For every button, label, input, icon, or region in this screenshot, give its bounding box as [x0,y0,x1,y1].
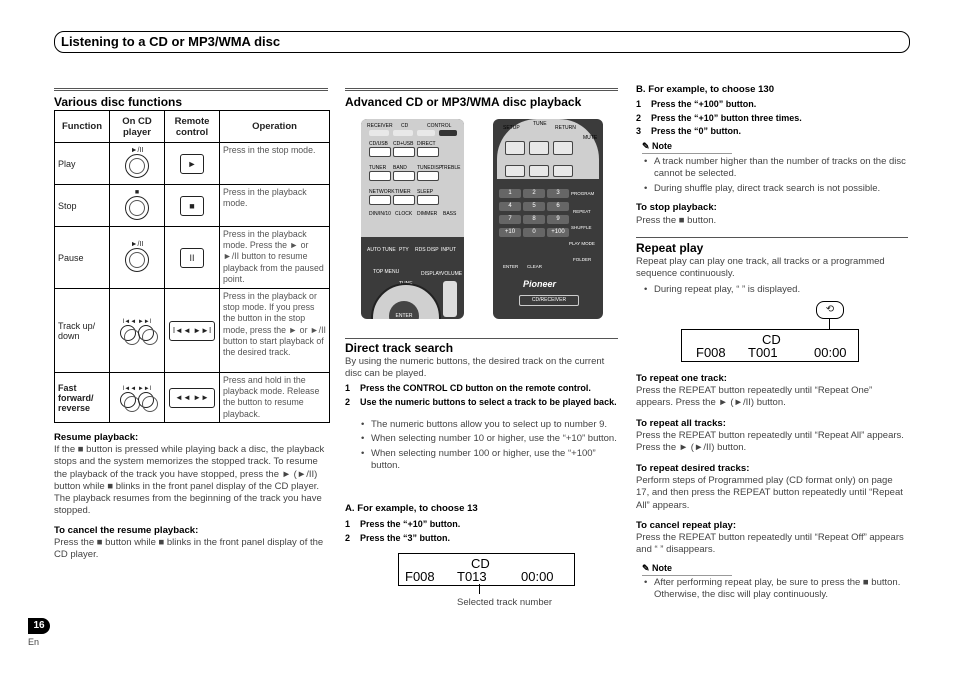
function-name: Play [55,143,110,185]
key-plus100: +100 [547,228,569,237]
operation-text: Press in the playback or stop mode. If you press the button in the stop mode, press the ► or ►/II button to start playback of the desired track. [220,289,330,373]
step-text: Press the CONTROL CD button on the remote control. [360,383,591,393]
remote-label: PTY [399,247,409,253]
note-list [640,156,910,195]
remote-label: VOLUME [441,271,463,277]
language-label: En [28,637,40,647]
remote-label: PLAY MODE [569,241,595,246]
cancel-repeat-text: Press the REPEAT button repeatedly until “Repeat Off” appears and “ ” disappears. [636,532,904,556]
example-a-title: A. For example, to choose 13 [345,503,478,514]
note-icon: ✎ [642,141,653,151]
note-item: • During shuffle play, direct track search is not possible. [640,183,910,195]
step-text: Press the “+10” button three times. [651,112,802,123]
step-item: 1 Press the CONTROL CD button on the remote control. [345,383,591,393]
fast-forward-knob-icon [138,392,154,408]
step-text: Press the “+10” button. [360,519,461,529]
key-8: 8 [523,215,545,224]
skip-back-knob-icon [120,325,136,341]
lcd-display [681,329,859,362]
function-name: Stop [55,185,110,227]
remote-label: MUTE [583,135,598,141]
repeat-heading: Repeat play [636,241,704,255]
operation-text: Press in the stop mode. [220,143,330,185]
play-pause-knob-icon [125,248,149,272]
play-icon: ► [180,154,204,174]
remote-label: TUNE [533,121,547,127]
section-rule [636,237,908,238]
remote-label: TIMER [395,189,411,195]
note-item: • After performing repeat play, be sure to press the ■ button. Otherwise, the disc will play continuously. [640,577,908,602]
remote-label: BASS [443,211,457,217]
remote-label: PROGRAM [571,191,595,196]
step-text: Press the “0” button. [651,126,742,136]
brand-logo: Pioneer [523,279,557,289]
page-number: 16 [28,618,50,634]
repeat-icon: ⟲ [816,301,844,319]
cd-button-label: I◄◄ ►►I [122,385,152,392]
direct-intro: By using the numeric buttons, the desired track on the current disc can be played. [345,356,605,380]
repeat-desired-text: Perform steps of Programmed play (CD format only) on page 17, and then press the REPEAT button repeatedly until “Repeat All” appears. [636,475,903,511]
operation-text: Press in the playback mode. Press the ► or ►/II button to resume playback from the paused point. [220,227,330,289]
key-plus10: +10 [499,228,521,237]
lcd-display [398,553,575,586]
function-name: Track up/ down [55,289,110,373]
remote-label: FOLDER [573,257,592,262]
lcd-time: 00:00 [814,345,847,360]
direct-search-heading: Direct track search [345,341,454,355]
remote-label: TREBLE [441,165,461,171]
bullet-item: • When selecting number 10 or higher, use the “+10” button. [357,433,618,445]
repeat-bullet [640,284,908,296]
play-pause-knob-icon [125,154,149,178]
lcd-time: 00:00 [521,569,554,584]
bullet-item: • During repeat play, “ ” is displayed. [640,284,908,296]
note-item: • A track number higher than the number of tracks on the disc cannot be selected. [640,156,910,181]
operation-text: Press in the playback mode. [220,185,330,227]
remote-label: AUTO TUNE [367,247,396,253]
cancel-resume-title: To cancel the resume playback: [54,525,199,536]
remote-label: DISPLAY [421,271,442,277]
remote-label: RDS DISP [415,247,439,253]
note-icon: ✎ [642,563,653,573]
operation-text: Press and hold in the playback mode. Release the button to resume playback. [220,373,330,423]
remote-control-image-bottom [493,119,603,319]
repeat-one-text: Press the REPEAT button repeatedly until “Repeat One” appears. Press the ► (►/II) button. [636,385,873,409]
lcd-track: T013 [457,569,487,584]
remote-label: NETWORK [369,189,395,195]
col-header: On CD player [110,111,165,143]
remote-label: RECEIVER [367,123,393,129]
section-rule [345,88,618,91]
cd-button-label: ►/II [130,147,144,154]
remote-label: SETUP [503,125,520,131]
note-label [642,141,672,152]
remote-label: INPUT [441,247,456,253]
repeat-desired-title: To repeat desired tracks: [636,463,750,474]
remote-label: TUNEDISP [417,165,443,171]
example-a-steps: 1 Press the “+10” button. 2 Press the “3” button. [345,519,461,543]
note-rule [642,153,732,154]
repeat-all-title: To repeat all tracks: [636,418,726,429]
key-9: 9 [547,215,569,224]
section-heading: Various disc functions [54,95,183,109]
remote-label: CD+USB [393,141,414,147]
bullet-list [357,419,618,472]
repeat-intro: Repeat play can play one track, all tracks or a programmed sequence continuously. [636,256,885,280]
key-4: 4 [499,202,521,211]
steps-list [345,382,618,408]
stop-icon: ■ [180,196,204,216]
remote-label: RETURN [555,125,576,131]
volume-rocker-icon [443,281,457,317]
table-row [55,143,330,185]
key-3: 3 [547,189,569,198]
key-1: 1 [499,189,521,198]
example-b-steps: 1 Press the “+100” button. 2 Press the “+10” button three times. 3 Press the “0” button. [636,99,802,136]
stop-text: Press the ■ button. [636,215,717,226]
remote-label: TOP MENU [373,269,400,275]
search-icon: ◄◄ ►► [169,388,215,408]
step-text: Press the “3” button. [360,533,451,543]
page-title: Listening to a CD or MP3/WMA disc [61,34,281,49]
table-row [55,185,330,227]
stop-title: To stop playback: [636,202,717,213]
function-name: Pause [55,227,110,289]
remote-label: CD [401,123,409,129]
lcd-source: CD [762,332,781,347]
remote-label: CLOCK [395,211,413,217]
repeat-one-title: To repeat one track: [636,373,727,384]
step-text: Use the numeric buttons to select a track to be played back. [360,397,617,407]
note-label [642,563,672,574]
caption-pointer [479,584,480,594]
table-row [55,373,330,423]
enter-button-icon: ENTER [389,301,419,319]
remote-label: REPEAT [573,209,591,214]
resume-title: Resume playback: [54,432,139,443]
pause-icon: II [180,248,204,268]
skip-forward-knob-icon [138,325,154,341]
table-row [55,289,330,373]
example-b-title: B. For example, to choose 130 [636,84,775,95]
cd-button-label: ►/II [130,241,144,248]
note-rule [642,575,732,576]
remote-label: CLEAR [527,264,543,269]
bullet-item: • The numeric buttons allow you to select up to number 9. [357,419,618,431]
note-text: Note [652,141,673,151]
remote-label: TUNER [369,165,387,171]
step-item: 2 Use the numeric buttons to select a track to be played back. [345,397,617,407]
key-0: 0 [523,228,545,237]
function-name: Fast forward/ reverse [55,373,110,423]
key-6: 6 [547,202,569,211]
section-rule [345,338,618,339]
table-row [55,227,330,289]
numeric-keypad [499,189,579,237]
remote-label: ENTER [503,264,519,269]
lcd-source: CD [471,556,490,571]
page-header [54,31,910,53]
col-header: Operation [220,111,330,143]
remote-label: CONTROL [427,123,452,129]
note-text: Note [652,563,673,573]
remote-label: BAND [393,165,407,171]
key-2: 2 [523,189,545,198]
lcd-caption: Selected track number [457,597,553,608]
repeat-all-text: Press the REPEAT button repeatedly until “Repeat All” appears. Press the ► (►/II) button. [636,430,904,454]
remote-label: DIMMER [417,211,438,217]
section-heading: Advanced CD or MP3/WMA disc playback [345,95,582,109]
remote-label: DIN/IN/10 [369,211,391,217]
remote-control-image-top [361,119,464,319]
section-rule [54,88,328,91]
rewind-knob-icon [120,392,136,408]
remote-label: SLEEP [417,189,434,195]
remote-label: CD/USB [369,141,388,147]
cancel-resume-text: Press the ■ button while ■ blinks in the front panel display of the CD player. [54,537,324,561]
bullet-item: • When selecting number 100 or higher, use the “+100” button. [357,448,618,473]
remote-label: SHUFFLE [571,225,592,230]
skip-icon: I◄◄ ►►I [169,321,215,341]
remote-label: CD/RECEIVER [519,295,579,306]
lcd-folder: F008 [696,345,726,360]
key-7: 7 [499,215,521,224]
note-list [640,577,908,602]
stop-knob-icon [125,196,149,220]
functions-table [54,110,330,423]
col-header: Remote control [165,111,220,143]
cancel-repeat-title: To cancel repeat play: [636,520,737,531]
remote-label: DIRECT [417,141,436,147]
lcd-track: T001 [748,345,778,360]
resume-text: If the ■ button is pressed while playing back a disc, the playback stops and the system memorizes the stopped track. To resume the playback of the track you have stopped, press the ► (►/II) button while ■ blinks in the front panel display of the CD player. The playback resumes from the beginning of the track you have stopped. [54,444,325,517]
step-text: Press the “+100” button. [651,99,757,109]
cd-button-label: ■ [134,189,140,196]
col-header: Function [55,111,110,143]
key-5: 5 [523,202,545,211]
callout-line [829,318,830,330]
lcd-folder: F008 [405,569,435,584]
cd-button-label: I◄◄ ►►I [122,318,152,325]
